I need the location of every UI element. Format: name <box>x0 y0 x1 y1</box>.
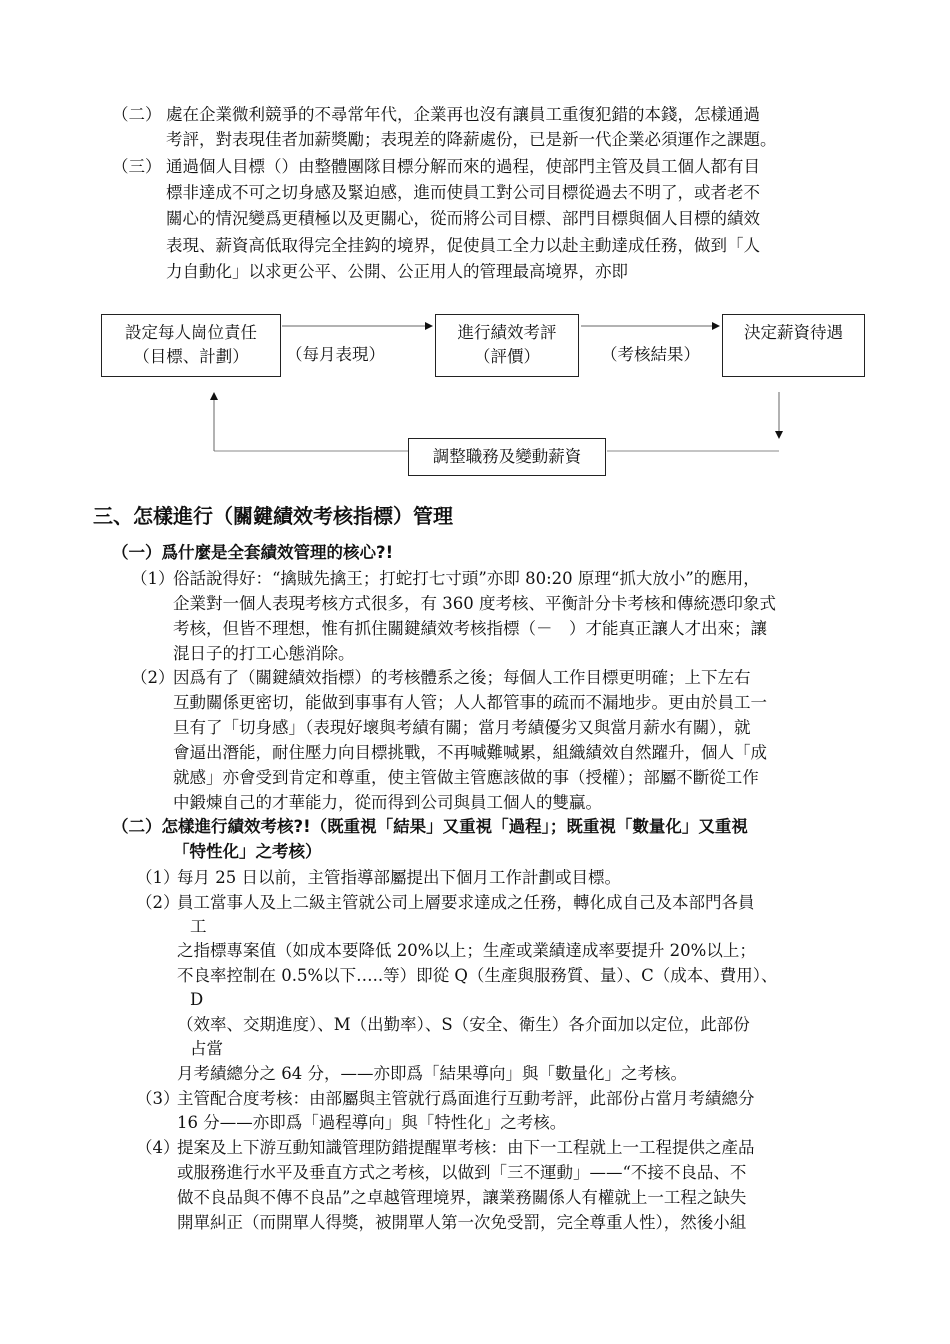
para-line: 16 分——亦即爲「過程導向」與「特性化」之考核。 <box>177 1113 567 1132</box>
subsection-title: （一）爲什麼是全套績效管理的核心?! <box>112 543 394 562</box>
flow-box4-line: 調整職務及變動薪資 <box>432 447 582 466</box>
flow-box-responsibility <box>101 314 281 377</box>
intro-item2-line: 處在企業微利競爭的不尋常年代，企業再也沒有讓員工重復犯錯的本錢，怎樣通過 <box>166 105 760 124</box>
para-line: 占當 <box>190 1039 223 1058</box>
para-line: D <box>190 990 204 1009</box>
para-line: 會逼出潛能，耐住壓力向目標挑戰，不再喊難喊累，組織績效自然躍升，個人「成 <box>173 743 767 762</box>
para-line: 企業對一個人表現考核方式很多，有 360 度考核、平衡計分卡考核和傳統憑印象式 <box>173 594 776 613</box>
flow-label-monthly: （每月表現） <box>286 345 385 364</box>
intro-item2-line: 考評，對表現佳者加薪獎勵；表現差的降薪處份，已是新一代企業必須運作之課題。 <box>166 130 777 149</box>
flow-box1-line: （目標、計劃） <box>133 347 249 366</box>
para-line: 做不良品與不傳不良品”之卓越管理境界，讓業務關係人有權就上一工程之缺失 <box>177 1188 747 1207</box>
flow-label-result: （考核結果） <box>601 345 700 364</box>
para-marker: （4） <box>136 1138 180 1157</box>
section-title: 三、怎樣進行（關鍵績效考核指標）管理 <box>93 504 453 528</box>
flow-box-salary <box>722 314 865 377</box>
para-line: 旦有了「切身感」（表現好壞與考績有關；當月考績優劣又與當月薪水有關），就 <box>173 718 751 737</box>
para-line: 或服務進行水平及垂直方式之考核，以做到「三不運動」——“不接不良品、不 <box>177 1163 747 1182</box>
para-line: 提案及上下游互動知識管理防錯提醒單考核：由下一工程就上一工程提供之產品 <box>177 1138 755 1157</box>
flow-box-evaluation <box>435 314 579 377</box>
intro-item3-line: 關心的情況變爲更積極以及更關心，從而將公司目標、部門目標與個人目標的績效 <box>166 209 760 228</box>
subsection-title: 「特性化」之考核） <box>173 842 322 861</box>
para-line: （效率、交期進度）、M（出勤率）、S（安全、衛生）各介面加以定位，此部份 <box>177 1015 750 1034</box>
para-line: 混日子的打工心態消除。 <box>173 644 355 663</box>
para-line: 互動關係更密切，能做到事事有人管；人人都管事的疏而不漏地步。更由於員工一 <box>173 693 767 712</box>
para-line: 月考績總分之 64 分，——亦即爲「結果導向」與「數量化」之考核。 <box>177 1064 687 1083</box>
flow-box2-line: 進行績效考評 <box>457 323 557 342</box>
subsection-title: （二）怎樣進行績效考核?!（既重視「結果」又重視「過程」；既重視「數量化」又重視 <box>112 817 748 836</box>
para-line: 主管配合度考核：由部屬與主管就行爲面進行互動考評，此部份占當月考績總分 <box>177 1089 755 1108</box>
para-line: 員工當事人及上二級主管就公司上層要求達成之任務，轉化成自己及本部門各員 <box>177 893 755 912</box>
para-line: 每月 25 日以前，主管指導部屬提出下個月工作計劃或目標。 <box>177 868 621 887</box>
para-line: 中鍛煉自己的才華能力，從而得到公司與員工個人的雙贏。 <box>173 793 602 812</box>
para-marker: （1） <box>131 569 175 588</box>
intro-item3-line: 力自動化」以求更公平、公開、公正用人的管理最高境界，亦即 <box>166 262 628 281</box>
flow-box1-line: 設定每人崗位責任 <box>125 323 257 342</box>
para-line: 之指標專案值（如成本要降低 20%以上；生產或業績達成率要提升 20%以上； <box>177 941 756 960</box>
intro-item3-line: 標非達成不可之切身感及緊迫感，進而使員工對公司目標從過去不明了，或者老不 <box>166 183 760 202</box>
para-line: 開單糾正（而開單人得獎，被開單人第一次免受罰，完全尊重人性），然後小組 <box>177 1213 747 1232</box>
para-line: 工 <box>190 917 207 936</box>
para-line: 不良率控制在 0.5%以下…..等）即從 Q（生產與服務質、量）、C（成本、費用）、 <box>177 966 778 985</box>
flow-box-adjust <box>408 438 606 476</box>
intro-item2-marker: （二） <box>112 105 162 124</box>
intro-item3-line: 表現、薪資高低取得完全挂鈎的境界，促使員工全力以赴主動達成任務，做到「人 <box>166 236 760 255</box>
para-marker: （3） <box>136 1089 180 1108</box>
para-line: 就感」亦會受到肯定和尊重，使主管做主管應該做的事（授權）；部屬不斷從工作 <box>173 768 759 787</box>
para-marker: （2） <box>131 668 175 687</box>
para-marker: （2） <box>136 893 180 912</box>
para-line: 考核，但皆不理想，惟有抓住關鍵績效考核指標（－ ）才能真正讓人才出來；讓 <box>173 619 767 638</box>
intro-item3-marker: （三） <box>112 157 162 176</box>
flow-connectors <box>0 0 950 500</box>
para-line: 俗話說得好：“擒賊先擒王；打蛇打七寸頭”亦即 80:20 原理“抓大放小”的應用， <box>173 569 760 588</box>
para-line: 因爲有了（關鍵績效指標）的考核體系之後；每個人工作目標更明確；上下左右 <box>173 668 751 687</box>
para-marker: （1） <box>136 868 180 887</box>
flow-box2-line: （評價） <box>474 347 540 366</box>
flow-box3-line: 決定薪資待遇 <box>744 323 843 342</box>
intro-item3-line: 通過個人目標（）由整體團隊目標分解而來的過程，使部門主管及員工個人都有目 <box>166 157 760 176</box>
